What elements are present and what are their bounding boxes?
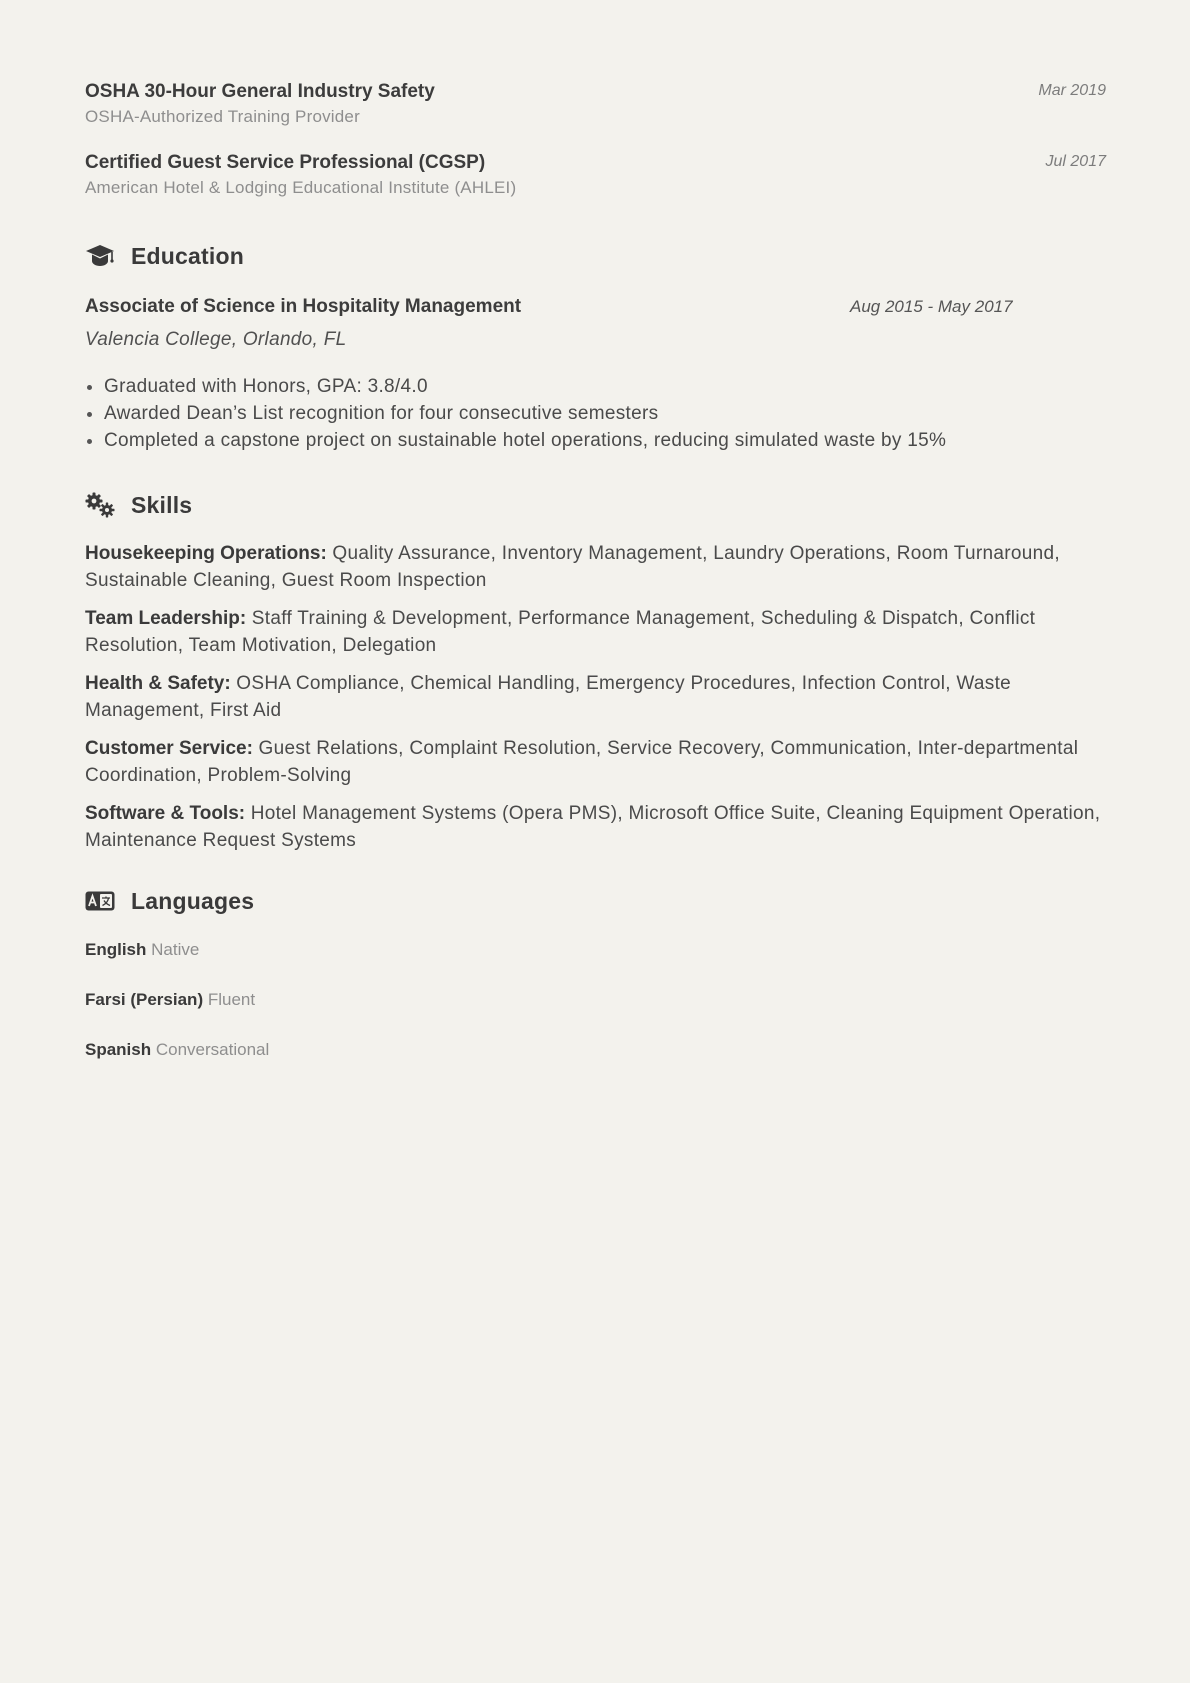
list-item: Graduated with Honors, GPA: 3.8/4.0 [85,373,1106,400]
section-title: Education [131,242,244,269]
skill-values: Guest Relations, Complaint Resolution, Service Recovery, Communication, Inter-departmental Coordination, Problem-Solving [85,738,1079,786]
certification-date: Jul 2017 [1045,153,1106,170]
graduation-cap-icon [85,243,116,269]
certification-issuer: American Hotel & Lodging Educational Institute (AHLEI) [85,178,517,197]
skill-values: Staff Training & Development, Performance Management, Scheduling & Dispatch, Conflict Resolution, Team Motivation, Delegation [85,608,1036,656]
language-name: English [85,940,147,959]
skill-group [85,670,1106,724]
skills-list [85,540,1106,854]
language-icon [85,888,116,914]
language-level: Native [151,940,200,959]
degree-title: Associate of Science in Hospitality Management [85,296,522,317]
skill-category: Software & Tools: [85,803,246,824]
skill-values: Quality Assurance, Inventory Management, Laundry Operations, Room Turnaround, Sustainable Cleaning, Guest Room Inspection [85,543,1060,591]
skill-values: OSHA Compliance, Chemical Handling, Emergency Procedures, Infection Control, Waste Management, First Aid [85,673,1012,721]
skill-group [85,540,1106,594]
skill-category: Health & Safety: [85,673,231,694]
languages-list [85,938,1106,1062]
skill-group [85,800,1106,854]
education-header [85,241,1106,271]
language-item [85,988,1106,1012]
language-level: Conversational [155,1040,270,1059]
education-bullets [85,373,1106,454]
skill-category: Team Leadership: [85,608,247,629]
skills-header [85,490,1106,520]
languages-section [85,886,1106,1088]
education-entry-header [85,294,1106,320]
certification-date: Mar 2019 [1038,82,1106,99]
language-name: Spanish [85,1040,152,1059]
certifications-list [85,80,1106,201]
education-dates: Aug 2015 - May 2017 [850,297,1013,316]
gears-icon [85,492,116,518]
list-item: Awarded Dean’s List recognition for four consecutive semesters [85,400,1106,427]
school-name: Valencia College, Orlando, FL [85,329,347,350]
certification-title: Certified Guest Service Professional (CGSP) [85,152,486,173]
skill-values: Hotel Management Systems (Opera PMS), Microsoft Office Suite, Cleaning Equipment Operation, Maintenance Request Systems [85,803,1101,851]
language-item [85,1038,1106,1062]
section-title: Skills [131,491,193,518]
skill-category: Customer Service: [85,738,253,759]
language-name: Farsi (Persian) [85,990,204,1009]
skills-section [85,490,1106,865]
skill-group [85,605,1106,659]
languages-header [85,886,1106,916]
language-level: Fluent [207,990,256,1009]
certification-issuer: OSHA-Authorized Training Provider [85,107,360,126]
certification-title: OSHA 30-Hour General Industry Safety [85,81,435,102]
certification-item [85,80,1106,130]
skill-group [85,735,1106,789]
language-item [85,938,1106,962]
certification-item [85,151,1106,201]
section-title: Languages [131,887,255,914]
education-section [85,241,1106,454]
skill-category: Housekeeping Operations: [85,543,327,564]
list-item: Completed a capstone project on sustainable hotel operations, reducing simulated waste by 15% [85,427,1106,454]
